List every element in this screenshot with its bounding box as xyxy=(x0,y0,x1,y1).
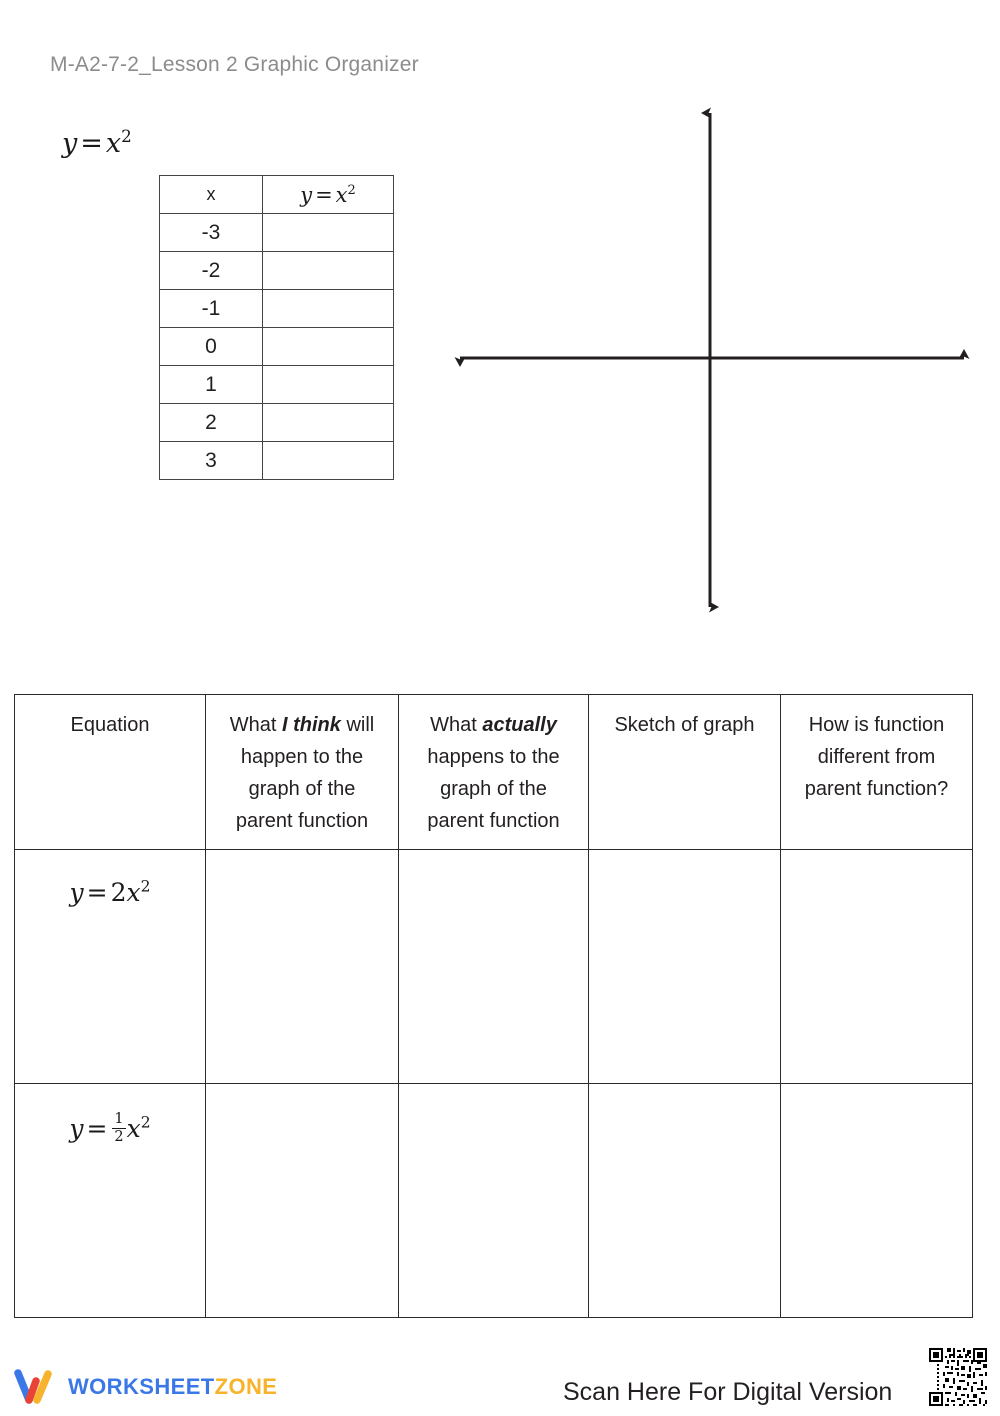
header-text: What xyxy=(229,714,282,736)
column-header-actually xyxy=(399,695,589,850)
eq-y: y xyxy=(69,1114,84,1144)
table-row xyxy=(160,252,394,290)
header-text: graph of the xyxy=(248,778,356,800)
x-value-cell: -1 xyxy=(160,290,263,328)
answer-cell-difference[interactable] xyxy=(781,1084,973,1318)
header-text: Sketch of graph xyxy=(614,714,755,736)
value-table xyxy=(159,175,394,480)
column-header-i-think xyxy=(206,695,399,850)
y-answer-cell[interactable] xyxy=(263,366,394,404)
value-header-y-operator: = xyxy=(315,182,333,207)
y-answer-cell[interactable] xyxy=(263,442,394,480)
value-table-body xyxy=(160,214,394,480)
row-equation-cell xyxy=(15,850,206,1084)
y-answer-cell[interactable] xyxy=(263,214,394,252)
equation-2x-squared xyxy=(70,878,151,907)
fraction-denominator: 2 xyxy=(114,1129,124,1146)
column-header-equation xyxy=(15,695,206,850)
x-value-cell: 3 xyxy=(160,442,263,480)
eq-y: y xyxy=(69,878,84,907)
equation-half-x-squared xyxy=(69,1111,151,1146)
logo-mark-icon xyxy=(12,1367,58,1407)
x-value-cell: -2 xyxy=(160,252,263,290)
y-answer-cell[interactable] xyxy=(263,328,394,366)
eq-exponent: 2 xyxy=(140,1113,151,1132)
parent-eq-y: y xyxy=(62,128,78,159)
logo-wordmark-zone: ZONE xyxy=(214,1374,278,1399)
header-text: will xyxy=(340,714,375,736)
organizer-body xyxy=(15,850,973,1318)
header-text: How is function xyxy=(808,714,945,736)
worksheet-zone-logo[interactable] xyxy=(12,1367,277,1407)
value-table-header-y xyxy=(263,176,394,214)
organizer-header-row xyxy=(15,695,973,850)
table-row xyxy=(160,290,394,328)
parent-eq-exponent: 2 xyxy=(121,126,132,146)
table-row xyxy=(15,1084,973,1318)
header-text: happens to the xyxy=(427,746,560,768)
eq-x: x xyxy=(126,878,141,907)
answer-cell-i-think[interactable] xyxy=(206,850,399,1084)
scan-prompt-text: Scan Here For Digital Version xyxy=(563,1378,893,1406)
eq-operator: = xyxy=(86,878,108,907)
value-header-y-x: x xyxy=(335,182,348,207)
column-header-sketch xyxy=(589,695,781,850)
answer-cell-actually[interactable] xyxy=(399,1084,589,1318)
value-table-header-row xyxy=(160,176,394,214)
header-text: different from xyxy=(817,746,936,768)
eq-fraction xyxy=(112,1112,125,1145)
answer-cell-difference[interactable] xyxy=(781,850,973,1084)
axes-svg xyxy=(450,95,975,625)
row-equation-cell xyxy=(15,1084,206,1318)
fraction-numerator: 1 xyxy=(112,1112,125,1129)
header-emphasis: actually xyxy=(482,714,557,736)
y-answer-cell[interactable] xyxy=(263,252,394,290)
eq-x: x xyxy=(126,1114,141,1144)
x-value-cell: 1 xyxy=(160,366,263,404)
header-text: happen to the xyxy=(240,746,364,768)
logo-wordmark xyxy=(68,1374,277,1400)
value-header-y-letter: y xyxy=(300,182,313,207)
x-value-cell: -3 xyxy=(160,214,263,252)
table-row xyxy=(160,442,394,480)
header-text: parent function xyxy=(235,810,369,832)
value-table-header-x: x xyxy=(160,176,263,214)
page-title: M-A2-7-2_Lesson 2 Graphic Organizer xyxy=(50,53,419,76)
answer-cell-sketch[interactable] xyxy=(589,850,781,1084)
answer-cell-actually[interactable] xyxy=(399,850,589,1084)
header-text: Equation xyxy=(70,714,150,736)
x-value-cell: 2 xyxy=(160,404,263,442)
qr-code[interactable] xyxy=(925,1344,991,1410)
answer-cell-i-think[interactable] xyxy=(206,1084,399,1318)
x-value-cell: 0 xyxy=(160,328,263,366)
table-row xyxy=(15,850,973,1084)
eq-coefficient: 2 xyxy=(110,878,127,907)
table-row xyxy=(160,404,394,442)
table-row xyxy=(160,328,394,366)
table-row xyxy=(160,214,394,252)
header-text: What xyxy=(430,714,483,736)
coordinate-plane[interactable] xyxy=(450,95,975,625)
value-header-y-exponent: 2 xyxy=(347,182,356,198)
column-header-difference xyxy=(781,695,973,850)
qr-code-icon xyxy=(925,1344,991,1410)
y-answer-cell[interactable] xyxy=(263,290,394,328)
parent-eq-x: x xyxy=(105,128,122,159)
eq-exponent: 2 xyxy=(140,877,151,896)
table-row xyxy=(160,366,394,404)
header-emphasis: I think xyxy=(282,714,341,736)
header-text: parent function xyxy=(427,810,560,832)
header-text: parent function? xyxy=(804,778,949,800)
parent-function-equation xyxy=(62,128,132,159)
logo-wordmark-worksheet: WORKSHEET xyxy=(68,1374,215,1399)
answer-cell-sketch[interactable] xyxy=(589,1084,781,1318)
parent-eq-operator: = xyxy=(80,128,103,159)
y-answer-cell[interactable] xyxy=(263,404,394,442)
eq-operator: = xyxy=(86,1114,108,1144)
graphic-organizer-table xyxy=(14,694,973,1318)
header-text: graph of the xyxy=(440,778,547,800)
